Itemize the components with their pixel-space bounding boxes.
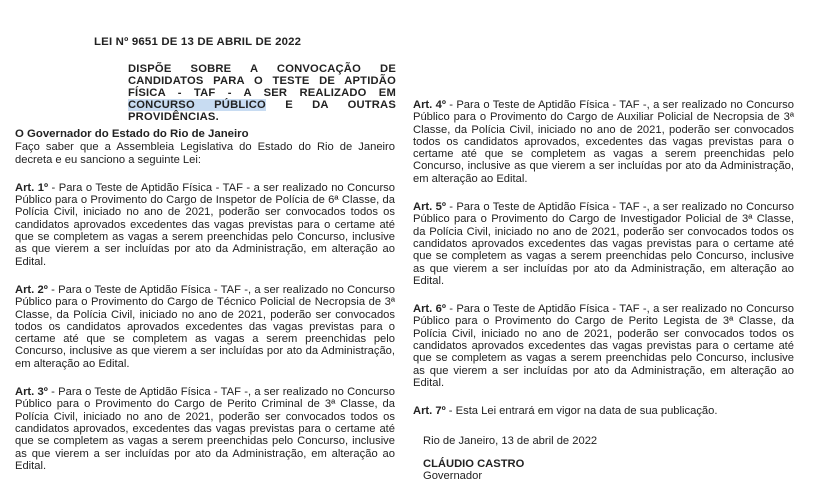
signatory-role: Governador [423,470,483,483]
article-number: Art. 1º [15,181,49,194]
article-number: Art. 2º [15,283,48,296]
article-text: Esta Lei entrará em vigor na data de sua publicação. [455,405,718,418]
article-number: Art. 5º [413,201,446,214]
place-and-date: Rio de Janeiro, 13 de abril de 2022 [423,434,598,447]
article-7 [413,405,794,417]
article-6 [413,303,794,389]
article-number: Art. 7º [413,405,446,418]
law-summary-text: DISPÕE SOBRE A CONVOCAÇÃO DE CANDIDATOS PARA O TESTE DE APTIDÃO FÍSICA - TAF - A SER REALIZADO EM [128,63,396,99]
article-text: Para o Teste de Aptidão Física - TAF -, a ser realizado no Concurso Público para o Provimento do Cargo de Investigador Policial de 3ª Classe, da Polícia Civil, iniciado no ano de 2021, poderão ser convocados todos os candidatos aprovados excedentes das vagas previstas para o certame até que se completem as vagas a serem preenchidas pelo Concurso, inclusive as que vierem a ser incluídas por ato da Administração, em alteração ao Edital. [413,201,794,287]
article-text: Para o Teste de Aptidão Física - TAF -, a ser realizado no Concurso Público para o Provimento do Cargo de Perito Criminal de 3ª Classe, da Polícia Civil, iniciado no ano de 2021, poderão ser convocados todos os candidatos aprovados, excedentes das vagas previstas para o certame até que se completem as vagas a serem preenchidas pelo Concurso, inclusive as que vierem a ser incluídas por ato da Administração, em alteração ao Edital. [15,386,395,472]
article-number: Art. 3º [15,386,48,399]
highlighted-text[interactable]: CONCURSO PÚBLICO [128,99,266,111]
law-title: LEI Nº 9651 DE 13 DE ABRIL DE 2022 [94,36,302,48]
signatory-name: CLÁUDIO CASTRO [423,457,525,470]
left-column [15,128,395,472]
law-summary [128,63,396,123]
article-number: Art. 4º [413,99,446,111]
enactment-clause: Faço saber que a Assembleia Legislativa do Estado do Rio de Janeiro decreta e eu sanciono a seguinte Lei: [15,141,395,166]
article-separator: - [47,283,59,296]
article-text: Para o Teste de Aptidão Física - TAF - a ser realizado no Concurso Público para o Provimento do Cargo de Inspetor de Polícia de 6ª Classe, da Polícia Civil, iniciado no ano de 2021, poderão ser convocados todos os candidatos aprovados excedentes das vagas previstas para o certame até que se completem as vagas a serem preenchidas pelo Concurso, inclusive as que vierem a ser incluídas por ato da Administração, em alteração ao Edital. [15,181,395,268]
article-1 [15,182,395,268]
article-separator: - [47,386,59,399]
article-3 [15,386,395,472]
article-text: Para o Teste de Aptidão Física - TAF -, a ser realizado no Concurso Público para o Provimento do Cargo de Auxiliar Policial de Necropsia de 3ª Classe, da Polícia Civil, iniciado no ano de 2021, poderão ser convocados todos os candidatos aprovados, excedentes das vagas previstas para o certame até que se completem as vagas a serem preenchidas pelo Concurso, inclusive as que vierem a ser incluídas por ato da Administração, em alteração ao Edital. [413,99,794,185]
governor-heading: O Governador do Estado do Rio de Janeiro [15,128,249,140]
article-number: Art. 6º [413,303,446,316]
article-separator: - [445,201,457,214]
right-column [413,99,794,482]
article-separator: - [445,99,457,111]
article-text: Para o Teste de Aptidão Física - TAF -, a ser realizado no Concurso Público para o Provimento do Cargo de Perito Legista de 3ª Classe, da Polícia Civil, iniciado no ano de 2021, poderão ser convocados todos os candidatos aprovados excedentes das vagas previstas para o certame até que se completem as vagas a serem preenchidas pelo Concurso, inclusive as que vierem a ser incluídas por ato da Administração, em alteração ao Edital. [413,303,794,389]
article-2 [15,284,395,370]
article-separator: - [48,181,59,194]
article-text: Para o Teste de Aptidão Física - TAF -, a ser realizado no Concurso Público para o Provimento do Cargo de Técnico Policial de Necropsia de 3ª Classe, da Polícia Civil, iniciado no ano de 2021, poderão ser convocados todos os candidatos aprovados excedentes das vagas previstas para o certame até que se completem as vagas a serem preenchidas pelo Concurso, inclusive as que vierem a ser incluídas por ato da Administração, em alteração ao Edital. [15,283,395,370]
law-summary-text-end: E DA OUTRAS PROVIDÊNCIAS. [128,99,397,123]
article-separator: - [445,405,456,418]
article-4 [413,99,794,185]
article-5 [413,201,794,287]
article-separator: - [445,303,457,316]
